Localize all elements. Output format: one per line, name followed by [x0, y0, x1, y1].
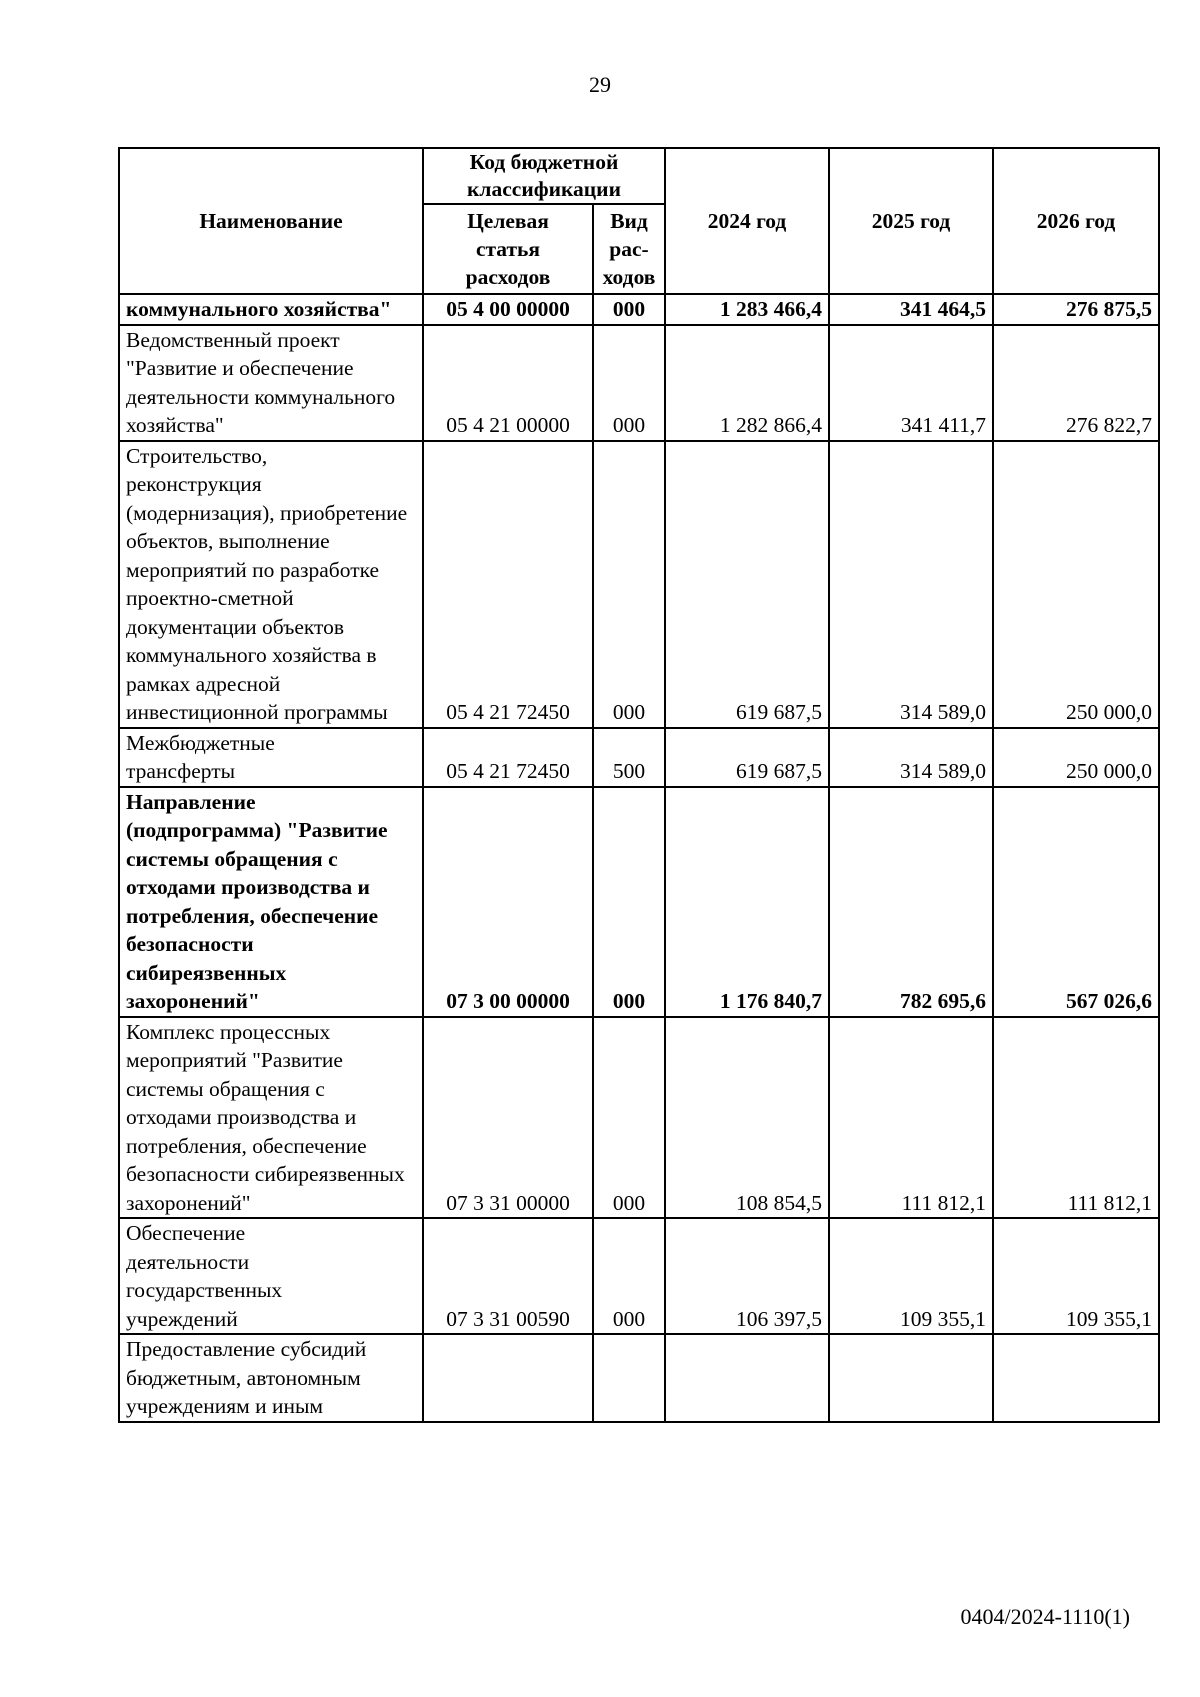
- table-header: [119, 148, 1159, 294]
- row-kind: 000: [593, 1218, 665, 1334]
- row-2025: 341 411,7: [829, 325, 993, 441]
- row-2025: [829, 1334, 993, 1422]
- row-2025: 109 355,1: [829, 1218, 993, 1334]
- page-number: 29: [589, 72, 611, 97]
- document-code: 0404/2024-1110(1): [960, 1604, 1130, 1629]
- row-kind: 000: [593, 441, 665, 728]
- table-row: [119, 728, 1159, 787]
- budget-table: [118, 147, 1160, 1423]
- row-code: 05 4 21 72450: [423, 728, 593, 787]
- row-kind: [593, 1334, 665, 1422]
- table-row: [119, 294, 1159, 325]
- row-2025: 111 812,1: [829, 1017, 993, 1219]
- row-name: Ведомственный проект "Развитие и обеспечение деятельности коммунального хозяйства": [119, 325, 423, 441]
- table-row: [119, 787, 1159, 1017]
- row-2024: [665, 1334, 829, 1422]
- row-name: коммунального хозяйства": [119, 294, 423, 325]
- row-code: [423, 1334, 593, 1422]
- row-code: 07 3 31 00000: [423, 1017, 593, 1219]
- row-2024: 108 854,5: [665, 1017, 829, 1219]
- table-row: [119, 325, 1159, 441]
- header-kind: Вид рас-ходов: [593, 204, 665, 294]
- row-name: Комплекс процессных мероприятий "Развитие системы обращения с отходами производства и потребления, обеспечение безопасности сибиреязвенных захоронений": [119, 1017, 423, 1219]
- row-2024: 106 397,5: [665, 1218, 829, 1334]
- header-2025: 2025 год: [829, 148, 993, 294]
- row-code: 05 4 21 00000: [423, 325, 593, 441]
- table-row: [119, 441, 1159, 728]
- row-2024: 619 687,5: [665, 441, 829, 728]
- header-2026: 2026 год: [993, 148, 1159, 294]
- row-kind: 500: [593, 728, 665, 787]
- row-kind: 000: [593, 787, 665, 1017]
- row-2024: 1 176 840,7: [665, 787, 829, 1017]
- header-target: Целевая статья расходов: [423, 204, 593, 294]
- row-code: 05 4 21 72450: [423, 441, 593, 728]
- row-name: Предоставление субсидий бюджетным, автономным учреждениям и иным: [119, 1334, 423, 1422]
- row-kind: 000: [593, 325, 665, 441]
- table-row: [119, 1218, 1159, 1334]
- table-row: [119, 1334, 1159, 1422]
- header-name: Наименование: [119, 148, 423, 294]
- row-2026: 111 812,1: [993, 1017, 1159, 1219]
- header-code-group: Код бюджетной классификации: [423, 148, 665, 204]
- row-2026: 250 000,0: [993, 441, 1159, 728]
- row-2026: 276 822,7: [993, 325, 1159, 441]
- row-2026: 567 026,6: [993, 787, 1159, 1017]
- row-code: 07 3 00 00000: [423, 787, 593, 1017]
- table-row: [119, 1017, 1159, 1219]
- row-2026: 109 355,1: [993, 1218, 1159, 1334]
- row-2025: 782 695,6: [829, 787, 993, 1017]
- row-name: Обеспечение деятельности государственных учреждений: [119, 1218, 423, 1334]
- row-kind: 000: [593, 294, 665, 325]
- row-kind: 000: [593, 1017, 665, 1219]
- row-code: 07 3 31 00590: [423, 1218, 593, 1334]
- row-2024: 619 687,5: [665, 728, 829, 787]
- row-2024: 1 282 866,4: [665, 325, 829, 441]
- row-2024: 1 283 466,4: [665, 294, 829, 325]
- row-2026: 250 000,0: [993, 728, 1159, 787]
- row-2025: 314 589,0: [829, 728, 993, 787]
- row-2025: 314 589,0: [829, 441, 993, 728]
- row-code: 05 4 00 00000: [423, 294, 593, 325]
- header-2024: 2024 год: [665, 148, 829, 294]
- row-name: Межбюджетные трансферты: [119, 728, 423, 787]
- row-name: Строительство, реконструкция (модернизация), приобретение объектов, выполнение мероприятий по разработке проектно-сметной документации объектов коммунального хозяйства в рамках адресной инвестиционной программы: [119, 441, 423, 728]
- row-name: Направление (подпрограмма) "Развитие системы обращения с отходами производства и потребления, обеспечение безопасности сибиреязвенных захоронений": [119, 787, 423, 1017]
- row-2025: 341 464,5: [829, 294, 993, 325]
- row-2026: [993, 1334, 1159, 1422]
- row-2026: 276 875,5: [993, 294, 1159, 325]
